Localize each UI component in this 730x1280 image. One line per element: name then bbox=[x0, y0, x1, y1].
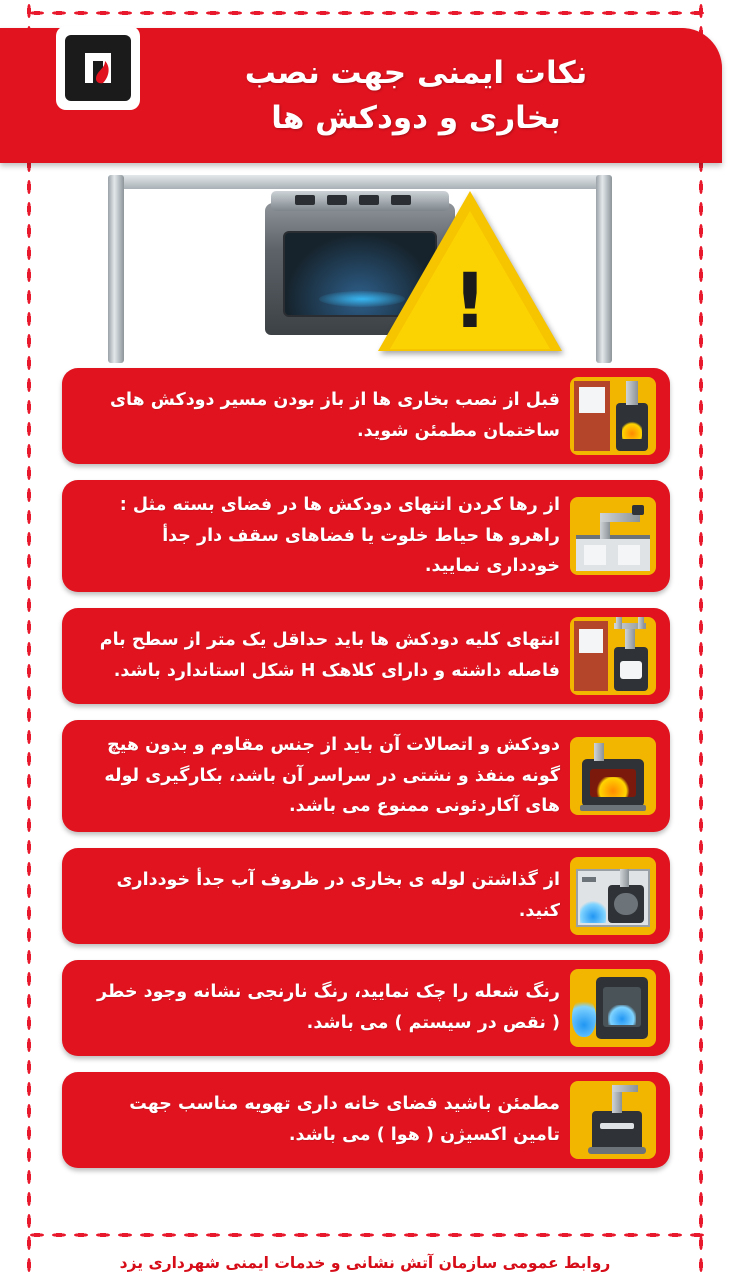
list-item bbox=[62, 608, 670, 704]
footer-credit: روابط عمومی سازمان آتش نشانی و خدمات ایمنی شهرداری یزد bbox=[119, 1254, 611, 1272]
list-item bbox=[62, 1072, 670, 1168]
list-item bbox=[62, 848, 670, 944]
ventilation-icon bbox=[570, 1081, 656, 1159]
hero-illustration bbox=[60, 163, 660, 363]
tip-text: از گذاشتن لوله ی بخاری در ظروف آب جدأ خودداری کنید. bbox=[116, 870, 560, 921]
heater-vent-slot bbox=[295, 195, 315, 205]
flame-color-icon bbox=[570, 969, 656, 1047]
tip-text: از رها کردن انتهای دودکش ها در فضای بسته مثل : راهرو ها حیاط خلوت یا فضاهای سقف دار جدأ خودداری نمایید. bbox=[119, 495, 560, 577]
tips-list bbox=[62, 368, 670, 1184]
chimney-outlet-icon bbox=[570, 497, 656, 575]
list-item bbox=[62, 480, 670, 592]
list-item bbox=[62, 720, 670, 832]
warning-exclamation-mark: ! bbox=[452, 256, 488, 345]
dotted-border-bottom bbox=[26, 1232, 704, 1238]
frame-pole-left bbox=[108, 175, 124, 363]
heater-vent-slot bbox=[327, 195, 347, 205]
dotted-border-top bbox=[26, 10, 704, 16]
tip-text: انتهای کلیه دودکش ها باید حداقل یک متر از سطح بام فاصله داشته و دارای کلاهک H شکل استاندارد باشد. bbox=[99, 630, 560, 681]
tip-text: مطمئن باشید فضای خانه داری تهویه مناسب جهت تامین اکسیژن ( هوا ) می باشد. bbox=[129, 1094, 560, 1145]
sealed-duct-icon bbox=[570, 737, 656, 815]
tip-text: قبل از نصب بخاری ها از باز بودن مسیر دودکش های ساختمان مطمئن شوید. bbox=[109, 390, 560, 441]
list-item bbox=[62, 368, 670, 464]
page-title-line1: نکات ایمنی جهت نصب bbox=[244, 54, 588, 91]
frame-pole-right bbox=[596, 175, 612, 363]
dotted-border-right bbox=[698, 0, 704, 1280]
stove-with-chimney-icon bbox=[570, 377, 656, 455]
tip-text: رنگ شعله را چک نمایید، رنگ نارنجی نشانه وجود خطر ( نقص در سیستم ) می باشد. bbox=[97, 982, 560, 1033]
tip-text: دودکش و اتصالات آن باید از جنس مقاوم و بدون هیچ گونه منفذ و نشتی در سراسر آن باشد، بکارگیری لوله های آکاردئونی ممنوع می باشد. bbox=[104, 734, 560, 817]
h-shaped-cap-icon bbox=[570, 617, 656, 695]
pipe-in-water-icon bbox=[570, 857, 656, 935]
fire-department-logo bbox=[56, 26, 140, 110]
logo-icon bbox=[65, 35, 131, 101]
page-title-line2: بخاری و دودکش ها bbox=[271, 99, 561, 136]
list-item bbox=[62, 960, 670, 1056]
dotted-border-left bbox=[26, 0, 32, 1280]
heater-vent-slot bbox=[359, 195, 379, 205]
